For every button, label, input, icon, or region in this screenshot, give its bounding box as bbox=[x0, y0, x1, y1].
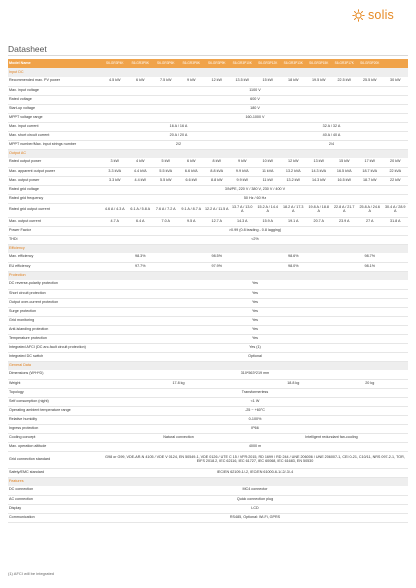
spec-row bbox=[8, 185, 408, 194]
spec-value: 6 kW bbox=[179, 158, 205, 167]
spec-value: RS485, Optional: Wi-Fi, GPRS bbox=[102, 513, 408, 522]
spec-row bbox=[8, 352, 408, 361]
spec-row bbox=[8, 113, 408, 122]
spec-row bbox=[8, 158, 408, 167]
spec-value: 50 Hz / 60 Hz bbox=[102, 194, 408, 203]
spec-row bbox=[8, 307, 408, 316]
spec-label: THDi bbox=[8, 235, 102, 244]
spec-value: 8.8 kVA bbox=[204, 167, 230, 176]
spec-row bbox=[8, 486, 408, 495]
spec-value: 31.8 A bbox=[383, 217, 409, 226]
spec-label: Ingress protection bbox=[8, 424, 102, 433]
spec-value: 10 kW bbox=[255, 158, 281, 167]
model-label: Model Name bbox=[8, 59, 102, 68]
spec-label: EU efficiency bbox=[8, 262, 102, 271]
spec-value: 9.9 kW bbox=[230, 176, 256, 185]
spec-value: 12.7 A bbox=[204, 217, 230, 226]
spec-row bbox=[8, 122, 408, 131]
section-title: Output AC bbox=[8, 149, 408, 158]
spec-value: 0-100% bbox=[102, 415, 408, 424]
model-name: S6-GR3P10K bbox=[230, 59, 256, 68]
spec-label: Output over-current protection bbox=[8, 298, 102, 307]
spec-value: Yes (1) bbox=[102, 343, 408, 352]
spec-value: 20 A / 20 A bbox=[102, 131, 255, 140]
model-name: S6-GR3P4K bbox=[102, 59, 128, 68]
section-title: Efficiency bbox=[8, 244, 408, 253]
spec-value: 1100 V bbox=[102, 86, 408, 95]
spec-value: 16.5 kVA bbox=[332, 167, 358, 176]
spec-row bbox=[8, 298, 408, 307]
spec-row bbox=[8, 513, 408, 522]
spec-value: Yes bbox=[102, 325, 408, 334]
spec-value: 19.8 A / 18.8 A bbox=[306, 203, 332, 217]
spec-value: Quick connection plug bbox=[102, 495, 408, 504]
spec-value: 13.2 kVA bbox=[281, 167, 307, 176]
spec-value: 6 kW bbox=[128, 77, 154, 86]
spec-label: Max. operation altitude bbox=[8, 442, 102, 451]
spec-row bbox=[8, 388, 408, 397]
spec-row bbox=[8, 77, 408, 86]
spec-value: 8 kW bbox=[204, 158, 230, 167]
spec-value: Intelligent redundant fan-cooling bbox=[255, 433, 408, 442]
spec-value: 17 kW bbox=[357, 158, 383, 167]
spec-value: 2/2 bbox=[102, 140, 255, 149]
spec-label: Max. apparent output power bbox=[8, 167, 102, 176]
spec-value: 15.9 A bbox=[255, 217, 281, 226]
model-name: S6-GR3P15K bbox=[306, 59, 332, 68]
spec-value: Yes bbox=[102, 289, 408, 298]
spec-row bbox=[8, 262, 408, 271]
spec-value: 40 A / 40 A bbox=[255, 131, 408, 140]
spec-row bbox=[8, 397, 408, 406]
spec-value: 9.1 A / 8.7 A bbox=[179, 203, 205, 217]
spec-value: -25 ~ +60°C bbox=[102, 406, 408, 415]
spec-row bbox=[8, 433, 408, 442]
spec-value: 6.6 kVA bbox=[179, 167, 205, 176]
spec-row bbox=[8, 379, 408, 388]
spec-value: 13.2 kW bbox=[281, 176, 307, 185]
spec-value: Yes bbox=[102, 316, 408, 325]
spec-row bbox=[8, 325, 408, 334]
spec-value: 98.7% bbox=[332, 253, 409, 262]
spec-label: Max. input voltage bbox=[8, 86, 102, 95]
spec-value: Natural convection bbox=[102, 433, 255, 442]
model-name: S6-GR3P5K bbox=[128, 59, 154, 68]
spec-row bbox=[8, 415, 408, 424]
sun-icon bbox=[352, 9, 365, 22]
spec-label: Recommended max. PV power bbox=[8, 77, 102, 86]
spec-value: 19.1 A bbox=[281, 217, 307, 226]
model-name: S6-GR3P20K bbox=[357, 59, 383, 68]
spec-value: 25.5 kW bbox=[357, 77, 383, 86]
spec-value: 97.7% bbox=[102, 262, 179, 271]
spec-row bbox=[8, 334, 408, 343]
model-name: S6-GR3P17K bbox=[332, 59, 358, 68]
spec-label: DC connection bbox=[8, 486, 102, 495]
section-header bbox=[8, 68, 408, 77]
section-header bbox=[8, 149, 408, 158]
spec-row bbox=[8, 203, 408, 217]
spec-row bbox=[8, 451, 408, 468]
spec-label: Grid monitoring bbox=[8, 316, 102, 325]
spec-value: 13 kW bbox=[306, 158, 332, 167]
spec-label: Dimensions (W*H*D) bbox=[8, 370, 102, 379]
spec-value: 3.3 kVA bbox=[102, 167, 128, 176]
spec-value: 9.9 kVA bbox=[230, 167, 256, 176]
spec-value: 6.4 A bbox=[128, 217, 154, 226]
spec-label: Rated grid voltage bbox=[8, 185, 102, 194]
section-title: Protection bbox=[8, 271, 408, 280]
spec-row bbox=[8, 370, 408, 379]
spec-label: Relative humidity bbox=[8, 415, 102, 424]
spec-value: 5.5 kVA bbox=[153, 167, 179, 176]
spec-label: MPPT voltage range bbox=[8, 113, 102, 122]
spec-value: 12.2 A / 11.5 A bbox=[204, 203, 230, 217]
spec-label: Cooling concept bbox=[8, 433, 102, 442]
spec-value: <1 W bbox=[102, 397, 408, 406]
spec-value: 7.0 A bbox=[153, 217, 179, 226]
spec-value: 15 kW bbox=[332, 158, 358, 167]
spec-value: 18 kW bbox=[281, 77, 307, 86]
spec-value: <2% bbox=[102, 235, 408, 244]
spec-value: 6.6 kW bbox=[179, 176, 205, 185]
model-name: S6-GR3P9K bbox=[204, 59, 230, 68]
model-name: S6-GR3P8K bbox=[179, 59, 205, 68]
spec-row bbox=[8, 176, 408, 185]
spec-label: Max. short circuit current bbox=[8, 131, 102, 140]
spec-row bbox=[8, 235, 408, 244]
spec-row bbox=[8, 316, 408, 325]
spec-value: LCD bbox=[102, 504, 408, 513]
model-header-row bbox=[8, 59, 408, 68]
spec-row bbox=[8, 167, 408, 176]
spec-value: 14.3 kVA bbox=[306, 167, 332, 176]
spec-value: 22 kW bbox=[383, 176, 409, 185]
spec-row bbox=[8, 468, 408, 477]
spec-row bbox=[8, 140, 408, 149]
spec-value: 98.1% bbox=[332, 262, 409, 271]
spec-value: 97.9% bbox=[179, 262, 256, 271]
spec-label: Temperature protection bbox=[8, 334, 102, 343]
spec-label: Weight bbox=[8, 379, 102, 388]
spec-row bbox=[8, 131, 408, 140]
spec-value: 310*563*219 mm bbox=[102, 370, 408, 379]
section-header bbox=[8, 244, 408, 253]
spec-label: Max. efficiency bbox=[8, 253, 102, 262]
spec-value: G98 or G99, VDE-AR-N 4105 / VDE V 0124, EN 50549-1, VDE 0126 / UTE C 15 / VFR:2015, RD 1699 / RD 244 / UNE 206006 / UNE 206007-1, CEI 0-21, C10/11, NRS 097-2-1, TOR, EIFS 2018.2, IEC 62116, IEC 61727, IEC 60068, IEC 61683, EN 50530 bbox=[102, 451, 408, 468]
section-header bbox=[8, 361, 408, 370]
model-name: S6-GR3P13K bbox=[281, 59, 307, 68]
spec-label: Rated grid frequency bbox=[8, 194, 102, 203]
spec-value: 5 kW bbox=[153, 158, 179, 167]
spec-row bbox=[8, 217, 408, 226]
spec-row bbox=[8, 343, 408, 352]
spec-row bbox=[8, 86, 408, 95]
spec-label: Start-up voltage bbox=[8, 104, 102, 113]
spec-value: 4.7 A bbox=[102, 217, 128, 226]
spec-value: 27 A bbox=[357, 217, 383, 226]
spec-value: 11 kW bbox=[255, 176, 281, 185]
spec-label: DC reverse-polarity protection bbox=[8, 280, 102, 289]
spec-label: Grid connection standard bbox=[8, 451, 102, 468]
spec-row bbox=[8, 194, 408, 203]
spec-value: Optional bbox=[102, 352, 408, 361]
section-title: General Data bbox=[8, 361, 408, 370]
spec-value: 25.8 A / 24.6 A bbox=[357, 203, 383, 217]
spec-value: Yes bbox=[102, 280, 408, 289]
spec-value: IEC/EN 62109-1/-2, IEC/EN 61000-6-1/-2/-3/-4 bbox=[102, 468, 408, 477]
spec-label: Short circuit protection bbox=[8, 289, 102, 298]
brand-name: solis bbox=[367, 8, 394, 22]
spec-value: 13.7 A / 13.0 A bbox=[230, 203, 256, 217]
spec-value: 8.8 kW bbox=[204, 176, 230, 185]
spec-row bbox=[8, 406, 408, 415]
spec-value: 14.3 kW bbox=[306, 176, 332, 185]
spec-value: 16 A / 16 A bbox=[102, 122, 255, 131]
model-name: S6-GR3P6K bbox=[153, 59, 179, 68]
spec-value: 30 kW bbox=[383, 77, 409, 86]
spec-value: 9 kW bbox=[179, 77, 205, 86]
title-divider bbox=[8, 55, 408, 56]
spec-label: Integrated DC switch bbox=[8, 352, 102, 361]
spec-label: Safety/EMC standard bbox=[8, 468, 102, 477]
spec-value: 9.5 A bbox=[179, 217, 205, 226]
spec-value: 5.5 kW bbox=[153, 176, 179, 185]
spec-value: 4.6 A / 4.3 A bbox=[102, 203, 128, 217]
spec-value: 14.3 A bbox=[230, 217, 256, 226]
spec-value: 18.8 kg bbox=[255, 379, 332, 388]
spec-value: 600 V bbox=[102, 95, 408, 104]
spec-value: 12 kW bbox=[204, 77, 230, 86]
section-header bbox=[8, 477, 408, 486]
solis-logo bbox=[352, 8, 394, 22]
spec-value: 98.3% bbox=[102, 253, 179, 262]
spec-value: 16.5 kW bbox=[332, 176, 358, 185]
spec-value: Yes bbox=[102, 298, 408, 307]
spec-row bbox=[8, 280, 408, 289]
spec-row bbox=[8, 226, 408, 235]
spec-value: 3.3 kW bbox=[102, 176, 128, 185]
spec-value: Yes bbox=[102, 307, 408, 316]
spec-label: Surge protection bbox=[8, 307, 102, 316]
spec-label: Topology bbox=[8, 388, 102, 397]
spec-row bbox=[8, 424, 408, 433]
spec-value: 12 kW bbox=[281, 158, 307, 167]
spec-label: Rated grid output current bbox=[8, 203, 102, 217]
spec-value: 98.0% bbox=[255, 262, 332, 271]
spec-label: Rated output power bbox=[8, 158, 102, 167]
spec-value: 4.4 kVA bbox=[128, 167, 154, 176]
spec-value: 2/4 bbox=[255, 140, 408, 149]
spec-value: 11 kVA bbox=[255, 167, 281, 176]
footnote: (1) AFCI will be integrated bbox=[8, 571, 55, 576]
spec-label: Integrated AFCI (DC arc-fault circuit protection) bbox=[8, 343, 102, 352]
spec-value: Yes bbox=[102, 334, 408, 343]
spec-row bbox=[8, 104, 408, 113]
page-title: Datasheet bbox=[8, 44, 47, 54]
spec-row bbox=[8, 95, 408, 104]
spec-value: 15 kW bbox=[255, 77, 281, 86]
spec-value: >0.99 (0.8 leading - 0.8 lagging) bbox=[102, 226, 408, 235]
spec-value: 98.5% bbox=[179, 253, 256, 262]
spec-value: Transformerless bbox=[102, 388, 408, 397]
spec-value: 20 kW bbox=[383, 158, 409, 167]
spec-value: 18.2 A / 17.3 A bbox=[281, 203, 307, 217]
model-name: S6-GR3P12K bbox=[255, 59, 281, 68]
spec-row bbox=[8, 495, 408, 504]
spec-value: 18.7 kVA bbox=[357, 167, 383, 176]
spec-value: 20.7 A bbox=[306, 217, 332, 226]
spec-value: 13.5 kW bbox=[230, 77, 256, 86]
spec-label: Rated voltage bbox=[8, 95, 102, 104]
spec-value: 7.5 kW bbox=[153, 77, 179, 86]
spec-value: 160-1000 V bbox=[102, 113, 408, 122]
spec-value: 18.7 kW bbox=[357, 176, 383, 185]
spec-value: 4.5 kW bbox=[102, 77, 128, 86]
spec-label: Max. output current bbox=[8, 217, 102, 226]
spec-label: Communication bbox=[8, 513, 102, 522]
section-header bbox=[8, 271, 408, 280]
spec-value: 6.1 A / 5.8 A bbox=[128, 203, 154, 217]
spec-value: 22.5 kW bbox=[332, 77, 358, 86]
spec-value: 32 A / 32 A bbox=[255, 122, 408, 131]
section-title: Features bbox=[8, 477, 408, 486]
spec-value: 9 kW bbox=[230, 158, 256, 167]
spec-label: Operating ambient temperature range bbox=[8, 406, 102, 415]
spec-value: 22 kVA bbox=[383, 167, 409, 176]
spec-value: IP66 bbox=[102, 424, 408, 433]
spec-value: 180 V bbox=[102, 104, 408, 113]
spec-value: 7.6 A / 7.2 A bbox=[153, 203, 179, 217]
spec-row bbox=[8, 504, 408, 513]
spec-label: Self consumption (night) bbox=[8, 397, 102, 406]
model-name-pad bbox=[383, 59, 409, 68]
spec-value: 15.2 A / 14.4 A bbox=[255, 203, 281, 217]
spec-value: 20 kg bbox=[332, 379, 409, 388]
spec-label: Anti-islanding protection bbox=[8, 325, 102, 334]
spec-row bbox=[8, 253, 408, 262]
spec-value: 30.4 A / 28.9 A bbox=[383, 203, 409, 217]
spec-value: 3/N/PE, 220 V / 380 V, 230 V / 400 V bbox=[102, 185, 408, 194]
spec-value: 17.8 kg bbox=[102, 379, 255, 388]
spec-label: Max. input current bbox=[8, 122, 102, 131]
spec-label: MPPT number/Max. input strings number bbox=[8, 140, 102, 149]
spec-value: 22.8 A / 21.7 A bbox=[332, 203, 358, 217]
datasheet-table bbox=[8, 59, 408, 523]
section-title: Input DC bbox=[8, 68, 408, 77]
spec-value: 98.6% bbox=[255, 253, 332, 262]
spec-value: 4.4 kW bbox=[128, 176, 154, 185]
spec-value: 23.9 A bbox=[332, 217, 358, 226]
spec-label: AC connection bbox=[8, 495, 102, 504]
spec-label: Max. output power bbox=[8, 176, 102, 185]
spec-label: Display bbox=[8, 504, 102, 513]
spec-label: Power Factor bbox=[8, 226, 102, 235]
spec-value: MC4 connector bbox=[102, 486, 408, 495]
spec-value: 3 kW bbox=[102, 158, 128, 167]
spec-row bbox=[8, 442, 408, 451]
spec-value: 4000 m bbox=[102, 442, 408, 451]
spec-value: 4 kW bbox=[128, 158, 154, 167]
spec-row bbox=[8, 289, 408, 298]
spec-value: 19.5 kW bbox=[306, 77, 332, 86]
